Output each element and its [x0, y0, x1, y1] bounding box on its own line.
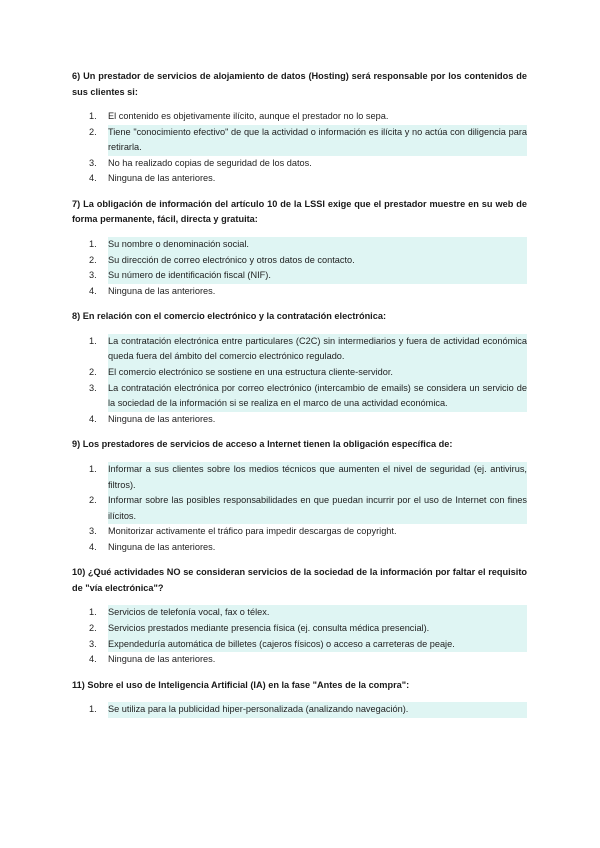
option-number: 4.	[89, 173, 97, 184]
option-text: Su dirección de correo electrónico y otros datos de contacto.	[108, 253, 527, 269]
option-text: El comercio electrónico se sostiene en una estructura cliente-servidor.	[108, 365, 527, 381]
option-number: 4.	[89, 413, 97, 424]
option-item	[72, 109, 527, 125]
question-block-9	[72, 437, 527, 555]
option-list	[72, 334, 527, 428]
option-number: 4.	[89, 285, 97, 296]
option-item-highlighted	[72, 253, 527, 269]
option-item-highlighted	[72, 125, 527, 156]
option-number: 2.	[89, 367, 97, 378]
option-text: Servicios de telefonía vocal, fax o télex.	[108, 605, 527, 621]
question-text: 9) Los prestadores de servicios de acceso a Internet tienen la obligación específica de:	[72, 439, 453, 450]
option-item-highlighted	[72, 237, 527, 253]
question-block-11	[72, 678, 527, 718]
questions-container	[72, 69, 527, 728]
option-number: 3.	[89, 526, 97, 537]
option-item	[72, 540, 527, 556]
question-block-10	[72, 565, 527, 667]
question-text: 10) ¿Qué actividades NO se consideran servicios de la sociedad de la información por faltar el requisito de "vía electrónica"?	[72, 567, 527, 593]
option-item-highlighted	[72, 365, 527, 381]
option-item	[72, 171, 527, 187]
option-text: Informar sobre las posibles responsabilidades en que puedan incurrir por el uso de Internet con fines ilícitos.	[108, 493, 527, 524]
option-item-highlighted	[72, 702, 527, 718]
option-item	[72, 652, 527, 668]
option-number: 3.	[89, 157, 97, 168]
option-number: 2.	[89, 126, 97, 137]
option-list	[72, 605, 527, 667]
option-text: Ninguna de las anteriores.	[108, 285, 216, 296]
option-number: 2.	[89, 254, 97, 265]
option-text: Ninguna de las anteriores.	[108, 413, 216, 424]
question-block-7	[72, 197, 527, 299]
option-number: 4.	[89, 654, 97, 665]
option-item-highlighted	[72, 637, 527, 653]
question-text: 11) Sobre el uso de Inteligencia Artificial (IA) en la fase "Antes de la compra":	[72, 679, 410, 690]
option-item	[72, 412, 527, 428]
option-text: Monitorizar activamente el tráfico para impedir descargas de copyright.	[108, 526, 397, 537]
option-text: Servicios prestados mediante presencia física (ej. consulta médica presencial).	[108, 621, 527, 637]
option-item-highlighted	[72, 605, 527, 621]
option-number: 3.	[89, 270, 97, 281]
option-number: 4.	[89, 541, 97, 552]
option-text: Se utiliza para la publicidad hiper-personalizada (analizando navegación).	[108, 702, 527, 718]
option-number: 1.	[89, 704, 97, 715]
option-text: Expendeduría automática de billetes (cajeros físicos) o acceso a carreteras de peaje.	[108, 637, 527, 653]
option-item-highlighted	[72, 268, 527, 284]
option-text: Ninguna de las anteriores.	[108, 173, 216, 184]
option-item-highlighted	[72, 334, 527, 365]
option-item-highlighted	[72, 493, 527, 524]
question-text: 6) Un prestador de servicios de alojamiento de datos (Hosting) será responsable por los contenidos de sus clientes si:	[72, 71, 527, 97]
question-text: 8) En relación con el comercio electrónico y la contratación electrónica:	[72, 311, 387, 322]
option-number: 1.	[89, 463, 97, 474]
option-text: El contenido es objetivamente ilícito, aunque el prestador no lo sepa.	[108, 111, 389, 121]
option-number: 2.	[89, 623, 97, 634]
option-number: 3.	[89, 382, 97, 393]
question-text: 7) La obligación de información del artículo 10 de la LSSI exige que el prestador muestre en su web de forma permanente, fácil, directa y gratuita:	[72, 198, 527, 225]
option-number: 1.	[89, 335, 97, 346]
question-block-8	[72, 309, 527, 427]
option-item	[72, 524, 527, 540]
option-number: 1.	[89, 111, 97, 121]
option-list	[72, 237, 527, 299]
option-text: Ninguna de las anteriores.	[108, 654, 216, 665]
option-item	[72, 156, 527, 172]
option-number: 1.	[89, 607, 97, 618]
option-item-highlighted	[72, 462, 527, 493]
option-text: La contratación electrónica por correo electrónico (intercambio de emails) se considera un servicio de la sociedad de la información si se realiza en el marco de una actividad económica.	[108, 381, 527, 412]
option-number: 3.	[89, 638, 97, 649]
question-block-6	[72, 69, 527, 187]
option-number: 2.	[89, 495, 97, 506]
option-text: Ninguna de las anteriores.	[108, 541, 216, 552]
option-text: Informar a sus clientes sobre los medios técnicos que aumenten el nivel de seguridad (ej. antivirus, filtros).	[108, 462, 527, 493]
option-list	[72, 109, 527, 187]
option-list	[72, 462, 527, 556]
option-item-highlighted	[72, 621, 527, 637]
option-list	[72, 702, 527, 718]
option-text: Su número de identificación fiscal (NIF).	[108, 268, 527, 284]
option-number: 1.	[89, 238, 97, 249]
option-text: Tiene "conocimiento efectivo" de que la actividad o información es ilícita y no actúa con diligencia para retirarla.	[108, 125, 527, 156]
option-text: Su nombre o denominación social.	[108, 237, 527, 253]
option-item-highlighted	[72, 381, 527, 412]
option-text: No ha realizado copias de seguridad de los datos.	[108, 157, 312, 168]
option-text: La contratación electrónica entre particulares (C2C) sin intermediarios y fuera de actividad económica queda fuera del ámbito del comercio electrónico regulado.	[108, 334, 527, 365]
option-item	[72, 284, 527, 300]
